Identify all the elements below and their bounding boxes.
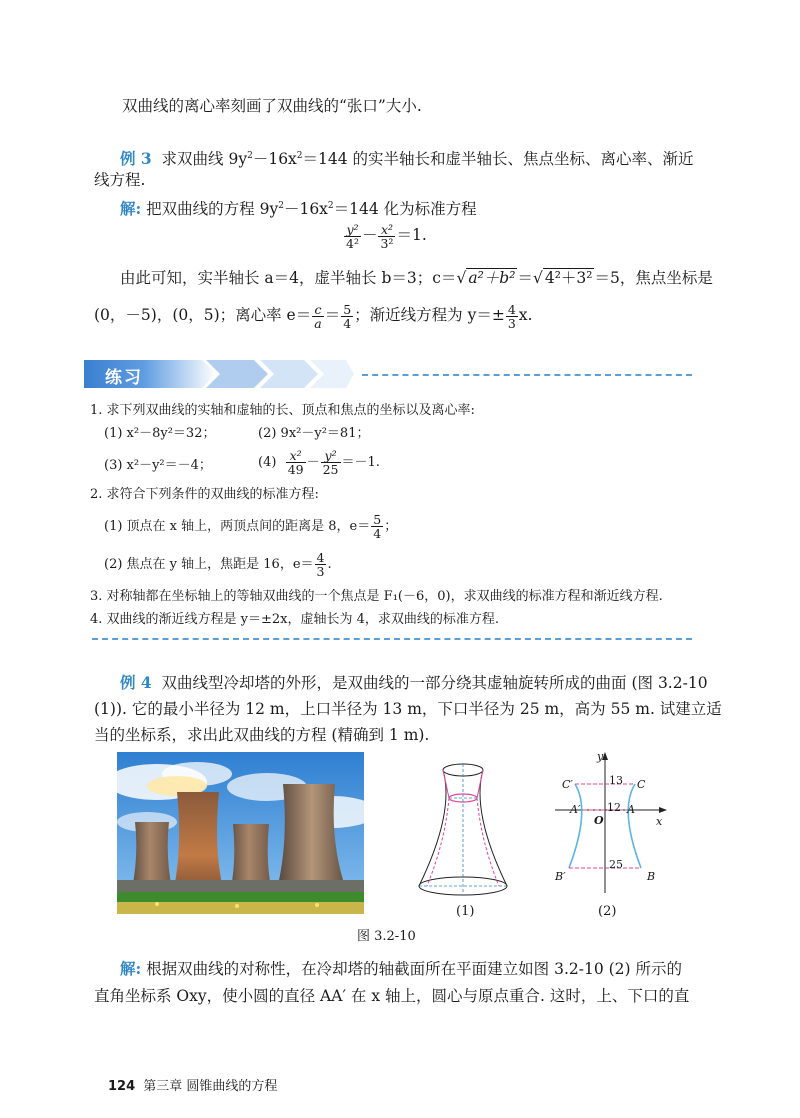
label-a-prime: A′ — [570, 803, 581, 816]
q2-2-a: (2) 焦点在 y 轴上，焦距是 16，e＝ — [104, 557, 314, 572]
e2-num: 5 — [343, 301, 352, 317]
line3-a: 由此可知，实半轴长 a＝4，虚半轴长 b＝3；c＝ — [120, 269, 457, 287]
example3-sol-b: －16x — [283, 200, 328, 219]
as-num: 4 — [507, 301, 516, 317]
practice-top-divider — [362, 374, 692, 376]
q1-4-d2: 25 — [322, 462, 339, 477]
axis-y-label: y — [597, 750, 604, 763]
frac2-num: x² — [378, 223, 395, 237]
q1-4-mid: － — [306, 455, 320, 470]
q2-1-n: 5 — [373, 512, 382, 527]
eq-rest: ＝1. — [396, 226, 427, 244]
e2-den: 4 — [343, 315, 352, 331]
page-footer — [108, 1075, 277, 1094]
practice-q1-4 — [258, 448, 380, 478]
example3-q-b: －16x — [252, 150, 297, 169]
practice-q4: 4. 双曲线的渐近线方程是 y＝±2x，虚轴长为 4，求双曲线的标准方程. — [90, 612, 500, 627]
q2-1-d: 4 — [373, 526, 382, 541]
q2-2-b: . — [327, 557, 332, 572]
standard-equation: $\frac{\text{y²}}{\text{4²}}$ － $\frac{\text{x²}}{\text{3²}}$ ＝1. — [346, 221, 427, 251]
example3-sol-c: ＝144 化为标准方程 — [333, 200, 477, 219]
example3-line4 — [94, 300, 532, 330]
line4-b: ＝ — [324, 306, 341, 324]
practice-q1-3: (3) x²－y²＝－4； — [104, 458, 212, 473]
practice-q3: 3. 对称轴都在坐标轴上的等轴双曲线的一个焦点是 F₁(－6，0)，求双曲线的标准方程和渐近线方程. — [90, 589, 663, 604]
example4-line3: 当的坐标系，求出此双曲线的方程 (精确到 1 m). — [94, 726, 430, 744]
label-c: C — [637, 778, 646, 791]
hyperboloid-figure — [405, 752, 525, 902]
example3-label: 例 3 — [120, 149, 152, 169]
q2-2-n: 4 — [316, 550, 325, 565]
example4-line1 — [120, 672, 708, 694]
example4-solution-line2: 直角坐标系 Oxy，使小圆的直径 AA′ 在 x 轴上，圆心与原点重合. 这时，上、下口的直 — [94, 987, 690, 1005]
e-den: a — [314, 315, 322, 331]
label-b: B — [647, 870, 656, 883]
example4-sol-label: 解: — [120, 959, 142, 978]
example3-line3: 由此可知，实半轴长 a＝4，虚半轴长 b＝3；c＝√ a²＋b² ＝√ 4²＋3² ＝5，焦点坐标是 — [120, 269, 713, 287]
label-a: A — [627, 803, 635, 816]
line3-b: ＝ — [517, 269, 533, 287]
example4-sol1: 根据双曲线的对称性，在冷却塔的轴截面所在平面建立如图 3.2-10 (2) 所示的 — [146, 960, 683, 978]
label-12: 12 — [607, 801, 621, 814]
practice-q2-2 — [104, 550, 332, 580]
chapter-title: 第三章 圆锥曲线的方程 — [143, 1079, 278, 1094]
label-c-prime: C′ — [562, 778, 573, 791]
q1-4-n1: x² — [286, 449, 306, 463]
example3-solution: 解: 把双曲线的方程 $9y^2-16x^2=144$ 化为标准方程 — [120, 199, 477, 219]
as-den: 3 — [507, 315, 516, 331]
intro-text: 双曲线的离心率刻画了双曲线的“张口”大小. — [122, 97, 422, 115]
label-13: 13 — [609, 774, 623, 787]
frac2-den: 3² — [380, 235, 394, 251]
sqrt2: 4²＋3² — [544, 269, 593, 287]
frac1-den: 4² — [346, 235, 359, 251]
q2-1-b: ； — [384, 519, 398, 534]
line4-a: (0，－5)，(0，5)；离心率 e＝ — [94, 306, 312, 324]
q1-4-d1: 49 — [287, 462, 304, 477]
practice-q2-1 — [104, 512, 397, 542]
practice-title: 练习 — [105, 368, 143, 388]
example3-q-c: ＝144 的实半轴长和虚半轴长、焦点坐标、离心率、渐近 — [302, 150, 694, 169]
example3-sol-label: 解: — [120, 199, 142, 219]
fig1-label: (1) — [456, 904, 475, 919]
label-b-prime: B′ — [555, 870, 566, 883]
example4-line1-text: 双曲线型冷却塔的外形，是双曲线的一部分绕其虚轴旋转所成的曲面 (图 3.2-10 — [161, 674, 708, 692]
line3-c: ＝5，焦点坐标是 — [594, 269, 713, 287]
practice-bottom-divider — [92, 638, 692, 640]
fig2-label: (2) — [598, 904, 617, 919]
example3-question: 例 3 求双曲线 $9y^2-16x^2=144$ 的实半轴长和虚半轴长、焦点坐标、离心率、渐近 — [120, 149, 694, 169]
page-number: 124 — [108, 1079, 136, 1094]
example4-solution-line1 — [120, 958, 682, 980]
practice-q1-2: (2) 9x²－y²＝81； — [258, 426, 370, 441]
origin-label: O — [594, 814, 604, 827]
example3-q-a: 求双曲线 9y — [161, 150, 248, 169]
example4-label: 例 4 — [120, 673, 152, 692]
label-25: 25 — [609, 858, 623, 871]
figure-caption: 图 3.2-10 — [357, 929, 416, 944]
q2-2-d: 3 — [316, 564, 325, 579]
e-num: c — [312, 303, 323, 317]
practice-q2: 2. 求符合下列条件的双曲线的标准方程: — [90, 487, 319, 502]
q1-4-label: (4) — [258, 455, 277, 470]
q1-4-end: ＝－1. — [341, 455, 380, 470]
q1-4-n2: y² — [321, 449, 341, 463]
practice-q1: 1. 求下列双曲线的实轴和虚轴的长、顶点和焦点的坐标以及离心率: — [90, 403, 475, 418]
q2-1-a: (1) 顶点在 x 轴上，两顶点间的距离是 8，e＝ — [104, 519, 371, 534]
sqrt1: a²＋b² — [468, 269, 516, 287]
line4-d: x. — [518, 306, 533, 324]
example3-sol-a: 把双曲线的方程 9y — [146, 200, 279, 219]
practice-q1-1: (1) x²－8y²＝32； — [104, 426, 216, 441]
axis-x-label: x — [656, 815, 663, 828]
line4-c: ；渐近线方程为 y＝± — [354, 306, 505, 324]
frac1-num: y² — [344, 223, 361, 237]
example3-q-d: 线方程. — [94, 171, 146, 189]
example4-line2: (1)). 它的最小半径为 12 m，上口半径为 13 m，下口半径为 25 m，高为 55 m. 试建立适 — [94, 700, 722, 718]
cooling-tower-photo — [117, 752, 364, 914]
